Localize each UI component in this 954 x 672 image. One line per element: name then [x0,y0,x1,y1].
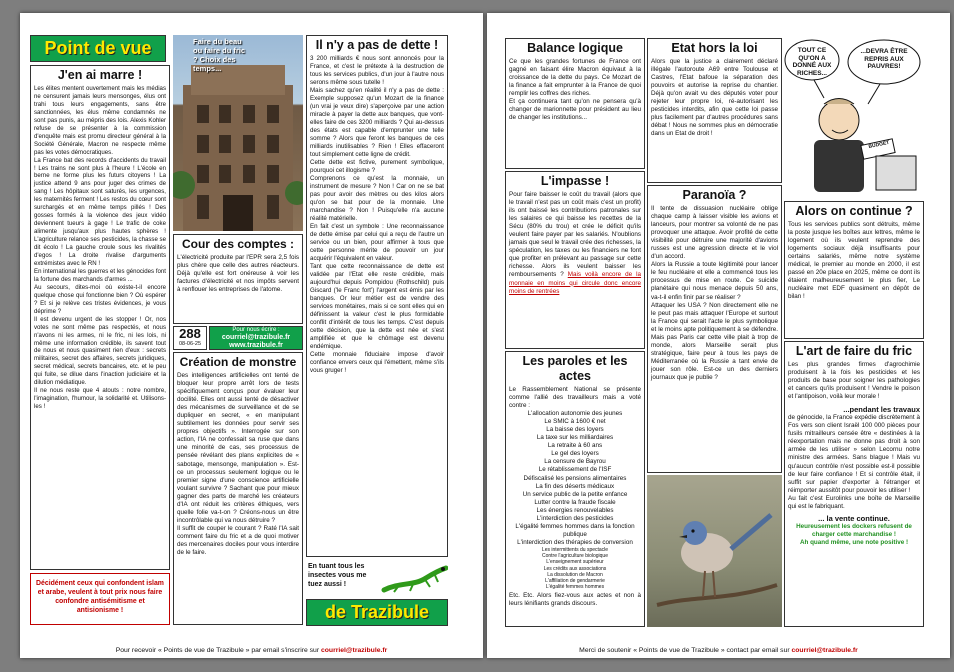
article-highlight: Mais voilà encore de la monnaie en moins qui circule donc encore moins de rentrées [509,271,642,295]
vote-list-item: La baisse des loyers [546,426,604,434]
vote-list-item: La censure de Bayrou [544,458,606,466]
footer-email[interactable]: courriel@trazibule.fr [791,647,858,654]
left-page [20,13,483,658]
vote-list-item: Défiscalisé les pensions alimentaires [523,474,627,482]
article-alors-on-continue [784,201,924,339]
article-body: Les plus grandes firmes d'agrochimie produisent à la fois les pesticides et les produits de base pour soigner les pathologies et cancers qu'ils produisent ! Vendre le poison et l'antipoison, voilà leur morale ! [788,361,920,401]
building-photo [173,35,303,231]
article-intro: Le Rassemblement National se présente comme l'allié des travailleurs mais a voté contre : [509,386,641,410]
vote-list-item: La dissolution de Macron [547,571,603,578]
article-title: Les paroles et les actes [522,354,628,383]
article-body: Les élites mentent ouvertement mais les médias ne censurent jamais leurs mensonges, élus ont trahi tous leurs engagements, sans être sanctionnées, les élus même condamnés ne sont pas punis, au mépris des lois. Alexis Kohler refuse de se présenter à la commission d'enquête mais est promu directeur général à la Société Générale, Macron ne respecte même pas les votes démocratiques. La France bat des records d'accidents du travail ! Les trains ne sont plus à l'heure ! L'école en berne ne forme plus les futurs citoyens ! La justice attend 9 ans pour juger des crimes de sang ! Les hôpitaux sont saturés, les urgences, les maternités ferment ! Les restos du cœur sont surchargés et en même temps pillés ! Des gosses formés à la violence des jeux vidéo deviennent tueurs à gage ! Le trafic de coke alimente jusqu'aux plus hautes sphères ! L'agriculture relance ses pesticides, la chasse se dit écolo ! La gauche croule sous les rivalités d'egos ! La droite rivalise d'arguments extrémistes avec le RN ! En international les guerres et les génocides font la fortune des marchands d'armes ... Au secours, dites-moi où existe-t-il encore quelque chose qui fonctionne bien ? Où espérer ? Et si je relève ces tristes évidences, je vous déprime ? Il est devenu urgent de les stopper ! Or, nos votes ne sont même pas respectés, et nous n'avons ni les armes, ni le fric, ni les lois, ni même une information crédible, ils savent tout de nous et nous quasiment rien d'eux : secrets militaires, secret des affaires, secrets juridiques, secret médical, secrets bancaires, etc. et le peu qui fuite, se dilue dans l'inaction judiciaire et la dilution médiatique. Il ne nous reste que 4 atouts : notre nombre, l'imagination, l'humour, la solidarité et. Utilisons-les ! [34,85,166,411]
vote-list-item: Le gel des loyers [551,450,599,458]
article-body: 3 200 milliards € nous sont annoncés pour la France, et c'est le prétexte à la destruction de tous les services publics, d'un jour à l'autre nous serons même sous tutelle ! Mais sachez qu'en réalité il n'y a pas de dette : Exemple supposez qu'un Mozart de la finance (un vrai je veux dire) s'aperçoive par une action miracle à payer la dette aux banques, que vont-elles faire de ces 3200 milliards ? Qui au-dessus des états est capable d'emprunter une telle somme ? Alors que feront les banques de ces milliards inutilisables ? Rien ! Elles effaceront tout simplement cette ligne de crédit. Cette dette est fictive, purement symbolique, pourquoi cet illogisme ? Comprenons ce qu'est la monnaie, un instrument de mesure ? Non ! Car on ne se bat pas pour avoir des mètres ou des kilos alors qu'on se bat pour de la monnaie. Une marchandise ? Non ! Puisqu'elle n'a aucune réalité matérielle. En fait c'est un symbole : Une reconnaissance de dette émise par celui qui a reçu de l'autre un service ou un bien, pour affirmer à tous que cette personne mérite de pouvoir un jour acquérir l'équivalent en valeur. Tant que cette reconnaissance de dette est validée par l'Etat elle reste crédible, mais aujourd'hui depuis Pompidou (Rothschild) puis Giscard ('le Franc fort') l'argent est émis par les banques. Or leur métier est de vendre des services monétaires, mais si ce sont elles qui en définissent la valeur c'est le plus formidable conflit d'intérêt de tous les temps. C'est depuis cette décision, que la dette est née et s'est amplifiée et que le chômage est devenu endémique. Cette monnaie fiduciaire impose d'avoir confiance envers ceux qui l'émettent, même s'ils vous gruger ! [310,55,444,374]
article-body: Ce que les grandes fortunes de France ont gagné en faisant élire Macron équivaut à la croissance de la dette du pays. Ce Mozart de la finance a fait emprunter à la France de quoi remplir les coffres des riches. Et ça continuera tant qu'on ne pensera qu'à changer de marionnette pour président au lieu de changer les institutions... [509,58,641,122]
vote-list-item: Un service public de la petite enfance [522,490,628,498]
article-body-text: Pour faire baisser le coût du travail (alors que le travail n'est pas un coût mais c'est un profit) ils ont baissé les contributions patronales sur les salaires ce qui baisse les recettes de la Sécu (80% du trou) et crée le déficit qu'ils veulent faire payer par les salariés. N'oublions jamais que seul le travail crée des richesses, la spéculation, les taxes ou les financiers ne font que profiter en prélevant au passage sur cette richesse. Alors ils veulent baisser les remboursements ? [509,191,641,279]
footer-page1 [20,647,483,654]
article-art-faire-du-fric [784,341,924,627]
article-outro: Etc. Etc. Alors fiez-vous aux actes et non à leurs lénifiants grands discours. [509,592,641,608]
vote-list-item: Les intermittents du spectacle [541,546,609,553]
cartoon-bubble-1: TOUT CE QU'ON A DONNÉ AUX RICHES... [792,47,832,77]
article-paroles-et-actes [505,351,645,627]
article-title: L'impasse ! [540,174,610,188]
footnote-text: Décidément ceux qui confondent islam et arabe, veulent à tout prix nous faire confondre antisémitisme et antisionisme ! [36,580,164,614]
vote-list [509,410,641,590]
article-jen-ai-marre [30,65,170,570]
issue-number: 288 [179,326,201,341]
vote-list-item: La retraite à 60 ans [547,442,603,450]
article-title: Création de monstre [179,355,297,369]
vote-list-item: L'égalité femmes hommes dans la fonction publique [515,522,635,538]
vote-list-item: La fin des déserts médicaux [535,482,615,490]
vote-list-item: Les crédits aux associations [543,565,607,572]
issue-date: 08-06-25 [178,341,202,347]
sale-body: Heureusement les dockers refusent de charger cette marchandise ! [796,522,912,538]
cartoon-bubble-2: ...DEVRA ÊTRE REPRIS AUX PAUVRES! [860,48,908,70]
article-title: J'en ai marre ! [57,68,143,82]
article-title: Paranoïa ? [682,188,747,202]
footer-page2 [487,647,950,654]
right-page [487,13,950,658]
vote-list-item: L'affiliation de gendarmerie [545,577,605,584]
footer-text: Pour recevoir « Points de vue de Trazibule » par email s'inscrire sur [115,647,321,654]
sub-title: ...pendant les travaux [843,405,920,415]
issue-number-box [173,326,207,350]
contact-website[interactable]: www.trazibule.fr [229,342,283,349]
vote-list-item: L'interdiction des pesticides [536,514,614,522]
article-body: Alors que la justice a clairement déclaré illégale l'autoroute A69 entre Toulouse et Castres, l'Etat bafoue la séparation des pouvoirs et autorise la reprise du chantier. Déjà qu'on avait vu des députés voter pour rejeter leur propre loi, ré-autorisant les pesticides interdits, afin que cette loi passe plus facilement par d'autres procédures sans débat ! Nous ne sommes plus en démocratie dans un Etat de droit ! [651,58,778,138]
contact-email[interactable]: courriel@trazibule.fr [221,334,291,341]
article-impasse [505,171,645,349]
sale-title: ... la vente continue. [818,513,890,523]
photo-caption: Faire du beau ou faire du fric ? Choix des temps... [193,37,246,73]
article-title: Balance logique [527,41,623,55]
vote-list-item: L'enseignement supérieur [546,559,604,566]
article-body: Il tente de dissuasion nucléaire oblige chaque camp à laisser visible les avions et lanceurs, pour montrer sa volonté de ne pas provoquer une attaque. Avoir profité de cette visibilité pour détruire une majorité d'avions russes est une agression directe et le viol d'un accord. Alors la Russie a toute légitimité pour lancer le feu nucléaire et elle a commencé tous les processus de mise en route. Ce suicide planétaire qui nous menace depuis 50 ans, va-t-il enfin finir par se réaliser ? Attaquer les USA ? Non directement elle ne le peut pas mais attaquer l'Europe et surtout la France qui serait l'acte le plus symbolique et le moins apte politiquement à se défendre. Mais pas Paris car cette ville plait à trop de monde, alors Marseille serait plus stratégique, faire peur à tous les pays de Méditerranée où la Russie a tant envie de jouer son rôle. Est-ce un des derniers journaux que je publie ? [651,205,778,381]
lizard-text: En tuant tous les insectes vous me tuez aussi ! [308,563,367,588]
article-body: L'électricité produite par l'EPR sera 2,5 fois plus chère que celle des autres réacteurs. Déjà qu'elle est fort onéreuse à voir les factures d'électricité et nos impôts servent à renflouer les entreprises de l'atome. [177,254,299,294]
vote-list-item: Les énergies renouvelables [536,506,614,514]
article-title: L'art de faire du fric [795,344,913,358]
article-title: Etat hors la loi [671,41,758,55]
lizard-illustration [380,560,448,596]
cartoon [784,38,924,198]
article-etat-hors-la-loi [647,38,782,183]
vote-list-item: Lutter contre la fraude fiscale [534,498,616,506]
article-cour-des-comptes [173,234,303,324]
vote-list-item: L'interdiction des thérapies de conversion [517,538,633,546]
footer-text: Merci de soutenir « Points de vue de Trazibule » contact par email sur [579,647,792,654]
article-paranoia [647,185,782,473]
bird-illustration [647,475,782,627]
last-line: Ah quand même, une note positive ! [799,538,909,546]
article-body: Des intelligences artificielles ont tenté de bloquer leur propre arrêt lors de tests spécifiquement conçus pour évaluer leur docilité. Elles ont aussi tenté de désactiver des mécanismes de surveillance et de se dupliquer en secret, « en manipulant subtilement les données pour servir ses propres objectifs ». Interrogée sur son action, l'IA ne confessait sa ruse que dans une minorité de cas, ses processus de pensée révélant des plans explicites de « sabotage, mensonge, manipulation ». Est-ce un processus seulement logique ou le premier signe d'une conscience artificielle voulant survivre ? Sachant que pour mieux gagner des parts de marché les créateurs d'IA ont réduit les critères éthiques, vers quelle folie va-t-on ? Créons-nous un être incontrôlable qui va nous détruire ? Il suffit de couper le courant ? Raté l'IA sait comment faire du fric et a de quoi motiver des mercenaires dociles pour vous interdire de le faire. [177,372,299,557]
banner-de-trazibule: de Trazibule [306,599,448,626]
vote-list-item: Contre l'agriculture biologique [542,553,608,560]
article-body: Tous les services publics sont détruits, même la poste jusque les boîtes aux lettres, même le logement où ils veulent reprendre des logements sociaux déjà insuffisants pour certains salariés, même notre système médical, le premier au monde en 2000, il est passé en 20e place en 2025, même ce dont ils étaient malheureusement le plus fier, Le nucléaire met EDF quasiment en dépôt de bilan ! [788,221,920,301]
sub-body: de génocide, la France expédie discrètement à Fos vers son client Israël 100 000 pièces pour fusils mitrailleurs censée être « destinées à la réexportation mais ne donne pas droit à son armée de les utiliser » selon Lecornu notre ministre des armées. Sans blague ! Mais vu qu'aucun contrôle n'est possible est-il possible de leur faire confiance ! Et si contrôle était, il suffit sur papier d'exporter à l'étranger et réimporter aussitôt pour pouvoir les utiliser ! Au fait c'est Eurolinks une boîte de Marseille qui est le fabriquant. [788,414,920,510]
article-title: Il n'y a pas de dette ! [315,38,439,52]
vote-list-item: Le rétablissement de l'ISF [538,466,612,474]
article-title: Alors on continue ? [795,204,913,218]
article-body [509,191,641,296]
write-label: Pour nous écrire : [232,327,280,333]
vote-list-item: La taxe sur les milliardaires [536,434,614,442]
article-pas-de-dette [306,35,448,557]
article-creation-de-monstre [173,352,303,625]
banner-point-de-vue: Point de vue [30,35,166,62]
footer-email[interactable]: courriel@trazibule.fr [321,647,388,654]
vote-list-item: Le SMIC à 1600 € net [544,418,606,426]
vote-list-item: L'égalité femmes hommes [545,584,605,591]
vote-list-item: L'allocation autonomie des jeunes [527,410,623,418]
bird-photo [647,475,782,627]
contact-box [209,326,303,350]
article-balance-logique [505,38,645,169]
article-title: Cour des comptes : [181,237,295,251]
footnote-box [30,573,170,625]
cartoon-sign: BUDGET [868,139,890,151]
lizard-box [306,560,448,596]
